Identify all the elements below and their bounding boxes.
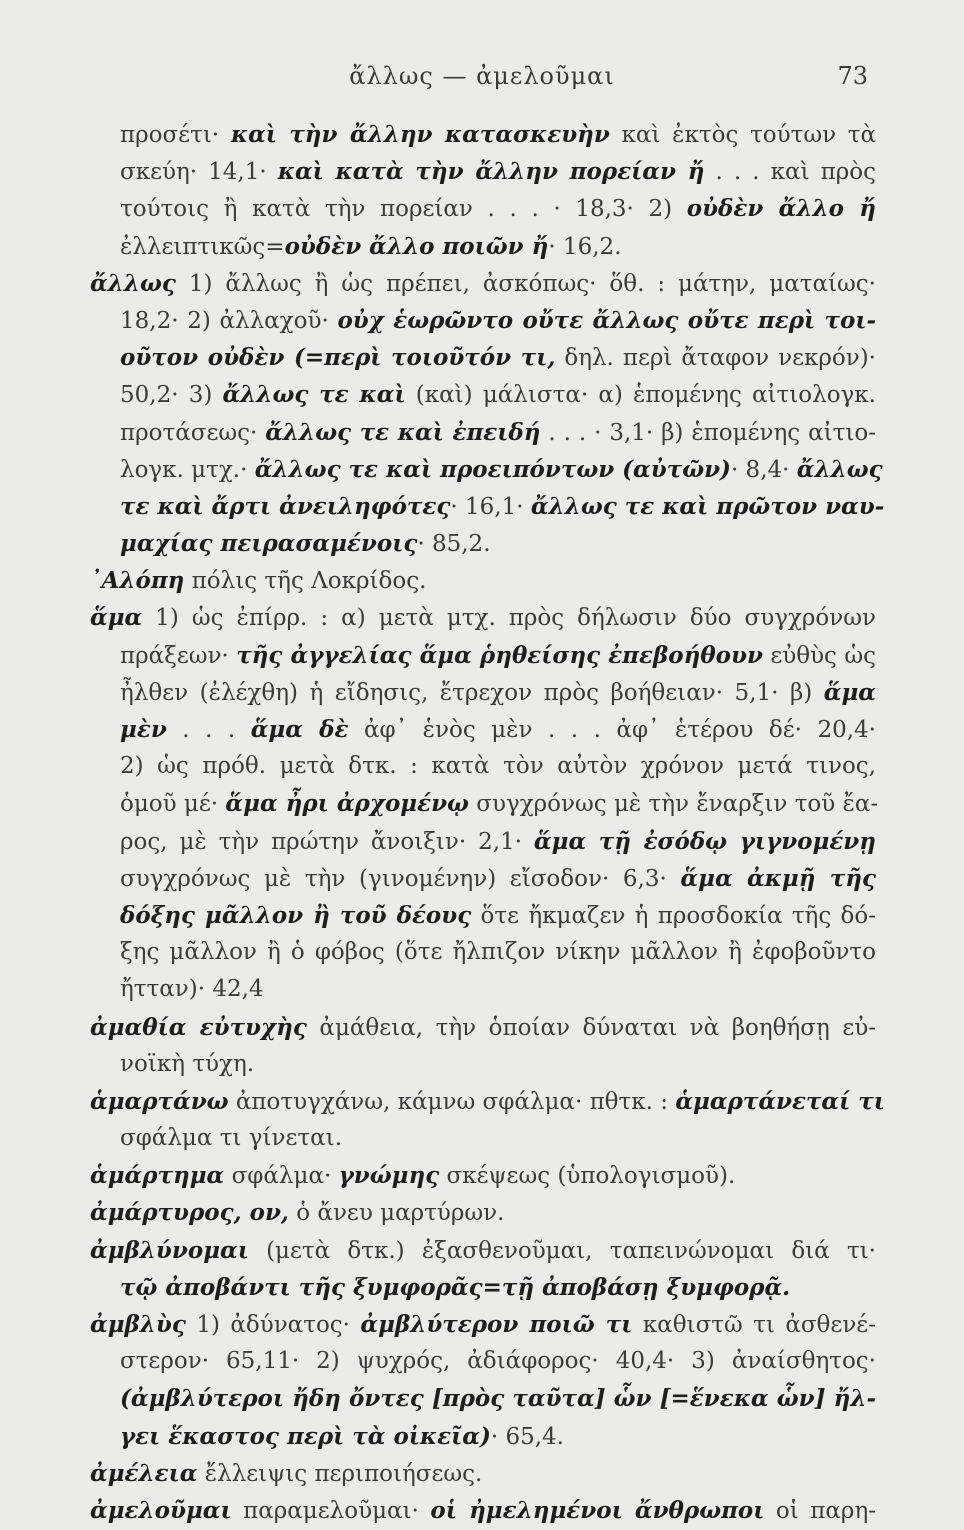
definition-text: (καὶ) μάλιστα· α) ἑπομένης αἰτιολογκ. bbox=[405, 382, 876, 409]
page-number: 73 bbox=[837, 62, 868, 90]
definition-text: προσέτι· bbox=[120, 122, 231, 148]
running-head: ἄλλως — ἀμελοῦμαι bbox=[349, 62, 615, 90]
definition-text: (μετὰ δτκ.) ἐξασθενοῦμαι, ταπεινώνομαι διά τι· bbox=[248, 1237, 876, 1264]
definition-text: . . . καὶ πρὸς bbox=[704, 159, 876, 186]
quoted-phrase: ἄλλως τε καὶ πρῶτον ναυ- bbox=[530, 492, 885, 520]
definition-text: ξης μᾶλλον ἢ ὁ φόβος (ὅτε ἤλπιζον νίκην μᾶλλον ἢ ἐφοβοῦντο bbox=[120, 939, 876, 966]
definition-text: πράξεων· bbox=[120, 642, 237, 669]
definition-text: 1) ἀδύνατος· bbox=[185, 1312, 361, 1338]
definition-text: ὁμοῦ μέ· bbox=[120, 791, 226, 818]
headword: ἀμάρτυρος, ον, bbox=[90, 1199, 289, 1227]
headword: ἀμελοῦμαι bbox=[90, 1496, 232, 1524]
text-line bbox=[90, 562, 876, 599]
text-line bbox=[90, 302, 876, 339]
definition-text: 2) ὡς πρόθ. μετὰ δτκ. : κατὰ τὸν αὐτὸν χρόνον μετά τινος, bbox=[120, 753, 876, 780]
quoted-phrase: ἅμα bbox=[823, 678, 876, 706]
quoted-phrase: τῆς ἀγγελίας ἅμα ῥηθείσης ἐπεβοήθουν bbox=[236, 641, 763, 669]
quoted-phrase: οὐδὲν ἄλλο ποιῶν ἤ bbox=[284, 232, 549, 260]
definition-text: συγχρόνως μὲ τὴν (γινομένην) εἴσοδον· 6,3· bbox=[120, 865, 681, 892]
text-line bbox=[90, 414, 876, 451]
definition-text: · 8,4· bbox=[730, 456, 797, 483]
headword: ἅμα bbox=[90, 604, 143, 632]
text-line bbox=[90, 1120, 876, 1157]
definition-text: λογκ. μτχ.· bbox=[120, 456, 255, 483]
definition-text: · 16,2. bbox=[548, 233, 622, 260]
text-line bbox=[90, 376, 876, 413]
definition-text: τούτοις ἢ κατὰ τὴν πορείαν . . . · 18,3· 2) bbox=[120, 196, 687, 223]
quoted-phrase: καὶ κατὰ τὴν ἄλλην πορείαν ἤ bbox=[277, 158, 705, 186]
headword: ἀμαθία εὐτυχὴς bbox=[90, 1013, 307, 1041]
definition-text: · 65,4. bbox=[490, 1423, 564, 1450]
definition-text: ὅτε ἤκμαζεν ἡ προσδοκία τῆς δό- bbox=[471, 902, 876, 929]
text-line bbox=[90, 339, 876, 376]
definition-text: πόλις τῆς Λοκρίδος. bbox=[184, 568, 427, 595]
definition-text: ἀποτυγχάνω, κάμνω σφάλμα· πθτκ. : bbox=[228, 1088, 676, 1115]
quoted-phrase: ἅμα ἀκμῇ τῆς bbox=[680, 864, 877, 892]
text-line bbox=[90, 1232, 876, 1269]
text-line bbox=[90, 748, 876, 785]
headword: ἁμάρτημα bbox=[90, 1162, 225, 1190]
text-line bbox=[90, 1306, 876, 1343]
quoted-phrase: ἄλλως bbox=[796, 455, 883, 483]
definition-text: ἤτταν)· 42,4 bbox=[120, 976, 264, 1003]
definition-text: 1) ὡς ἐπίρρ. : α) μετὰ μτχ. πρὸς δήλωσιν δύο συγχρόνων bbox=[142, 605, 876, 632]
definition-text: συγχρόνως μὲ τὴν ἔναρξιν τοῦ ἔα- bbox=[468, 791, 879, 818]
quoted-phrase: ἅμα ἦρι ἀρχομένῳ bbox=[225, 790, 469, 818]
dictionary-entries bbox=[90, 116, 885, 1529]
text-line bbox=[90, 599, 876, 636]
quoted-phrase: (ἀμβλύτεροι ἤδη ὄντες [πρὸς ταῦτα] ὧν [=ἕνεκα ὧν] ἤλ- bbox=[120, 1385, 876, 1413]
quoted-phrase: καὶ τὴν ἄλλην κατασκευὴν bbox=[230, 121, 610, 148]
definition-text: ρος, μὲ τὴν πρώτην ἄνοιξιν· 2,1· bbox=[120, 828, 534, 855]
text-line bbox=[90, 1009, 876, 1046]
quoted-phrase: γνώμης bbox=[338, 1162, 440, 1190]
definition-text: 18,2· 2) ἀλλαχοῦ· bbox=[120, 307, 338, 334]
text-line bbox=[90, 674, 876, 711]
quoted-phrase: οὐχ ἑωρῶντο οὔτε ἄλλως οὔτε περὶ τοι- bbox=[337, 306, 876, 334]
definition-text: παραμελοῦμαι· bbox=[231, 1497, 431, 1524]
text-line bbox=[90, 1455, 876, 1492]
definition-text: σφάλμα· bbox=[224, 1163, 339, 1190]
text-line bbox=[90, 934, 876, 971]
definition-text: δηλ. περὶ ἄταφον νεκρόν)· bbox=[555, 345, 876, 372]
quoted-phrase: δόξης μᾶλλον ἢ τοῦ δέους bbox=[120, 901, 472, 929]
text-line bbox=[90, 1418, 876, 1455]
text-line bbox=[90, 971, 876, 1008]
text-line bbox=[90, 228, 876, 265]
text-line bbox=[90, 860, 876, 897]
text-line bbox=[90, 488, 885, 525]
definition-text: 1) ἄλλως ἢ ὡς πρέπει, ἀσκόπως· ὅθ. : μάτην, ματαίως· bbox=[175, 270, 876, 297]
headword: ᾿Αλόπη bbox=[90, 567, 185, 595]
page-header bbox=[0, 62, 964, 102]
definition-text: στερον· 65,11· 2) ψυχρός, ἀδιάφορος· 40,4· 3) ἀναίσθητος· bbox=[120, 1348, 876, 1375]
quoted-phrase: οἱ ἠμελημένοι ἄνθρωποι bbox=[430, 1496, 765, 1524]
definition-text: καθιστῶ τι ἀσθενέ- bbox=[632, 1312, 876, 1338]
text-line bbox=[90, 190, 876, 227]
definition-text: ἐλλειπτικῶς= bbox=[120, 233, 285, 260]
text-line bbox=[90, 1046, 876, 1083]
quoted-phrase: τε καὶ ἄρτι ἀνειληφότες bbox=[120, 492, 451, 520]
text-line bbox=[90, 1269, 876, 1306]
definition-text: εὐθὺς ὡς bbox=[762, 642, 876, 669]
definition-text: οἱ παρη- bbox=[764, 1497, 876, 1524]
text-line bbox=[90, 1083, 885, 1120]
text-line bbox=[90, 637, 876, 674]
text-line bbox=[90, 116, 876, 153]
headword: ἀμβλὺς bbox=[90, 1311, 186, 1338]
text-line bbox=[90, 1380, 876, 1417]
quoted-phrase: ἄλλως τε καὶ bbox=[222, 381, 406, 409]
text-line bbox=[90, 525, 876, 562]
headword: ἀμέλεια bbox=[90, 1459, 198, 1487]
definition-text: · 16,1· bbox=[450, 493, 531, 520]
definition-text: νοϊκὴ τύχη. bbox=[120, 1050, 255, 1077]
quoted-phrase: ἀμβλύτερον ποιῶ τι bbox=[360, 1311, 633, 1338]
definition-text: ὁ ἄνευ μαρτύρων. bbox=[288, 1200, 505, 1227]
headword: ἁμαρτάνω bbox=[90, 1087, 229, 1115]
definition-text: · 85,2. bbox=[417, 531, 491, 558]
quoted-phrase: ἁμαρτάνεταί τι bbox=[675, 1087, 885, 1115]
quoted-phrase: μαχίας πειρασαμένοις bbox=[120, 530, 418, 558]
text-line bbox=[90, 823, 876, 860]
text-line bbox=[90, 1343, 876, 1380]
definition-text: ἔλλειψις περιποιήσεως. bbox=[197, 1460, 483, 1487]
quoted-phrase: ἅμα δὲ bbox=[250, 716, 349, 743]
quoted-phrase: οῦτον οὐδὲν (=περὶ τοιοῦτόν τι, bbox=[120, 344, 556, 372]
definition-text: ἀμάθεια, τὴν ὁποίαν δύναται νὰ βοηθήσῃ εὐ- bbox=[306, 1014, 876, 1041]
definition-text: σφάλμα τι γίνεται. bbox=[120, 1125, 343, 1152]
definition-text: σκεύη· 14,1· bbox=[120, 159, 278, 186]
quoted-phrase: ἅμα τῇ ἐσόδῳ γιγνομένῃ bbox=[533, 827, 876, 855]
definition-text: 50,2· 3) bbox=[120, 382, 223, 409]
quoted-phrase: τῷ ἀποβάντι τῆς ξυμφορᾶς=τῇ ἀποβάσῃ ξυμφορᾷ. bbox=[120, 1273, 791, 1301]
text-line bbox=[90, 451, 883, 488]
text-line bbox=[90, 897, 876, 934]
quoted-phrase: οὐδὲν ἄλλο ἤ bbox=[686, 195, 876, 223]
definition-text: ἀφ᾿ ἑνὸς μὲν . . . ἀφ᾿ ἑτέρου δέ· 20,4· bbox=[348, 717, 876, 743]
text-line bbox=[90, 1194, 876, 1231]
text-line bbox=[90, 153, 876, 190]
text-line bbox=[90, 785, 879, 822]
text-line bbox=[90, 265, 876, 302]
headword: ἀμβλύνομαι bbox=[90, 1236, 249, 1264]
headword: ἄλλως bbox=[90, 269, 176, 297]
definition-text: . . . bbox=[166, 717, 251, 743]
quoted-phrase: ἄλλως τε καὶ ἐπειδή bbox=[265, 418, 541, 446]
definition-text: καὶ ἐκτὸς τούτων τὰ bbox=[609, 122, 877, 148]
text-line bbox=[90, 711, 876, 748]
quoted-phrase: μὲν bbox=[120, 716, 167, 743]
text-line bbox=[90, 1492, 876, 1529]
definition-text: προτάσεως· bbox=[120, 419, 266, 446]
quoted-phrase: γει ἕκαστος περὶ τὰ οἰκεῖα) bbox=[120, 1422, 491, 1450]
text-line bbox=[90, 1157, 876, 1194]
quoted-phrase: ἄλλως τε καὶ προειπόντων (αὐτῶν) bbox=[254, 455, 731, 483]
definition-text: ἦλθεν (ἐλέχθη) ἡ εἴδησις, ἔτρεχον πρὸς βοήθειαν· 5,1· β) bbox=[120, 679, 824, 706]
definition-text: σκέψεως (ὑπολογισμοῦ). bbox=[439, 1163, 736, 1190]
definition-text: . . . · 3,1· β) ἑπομένης αἰτιο- bbox=[540, 419, 876, 446]
